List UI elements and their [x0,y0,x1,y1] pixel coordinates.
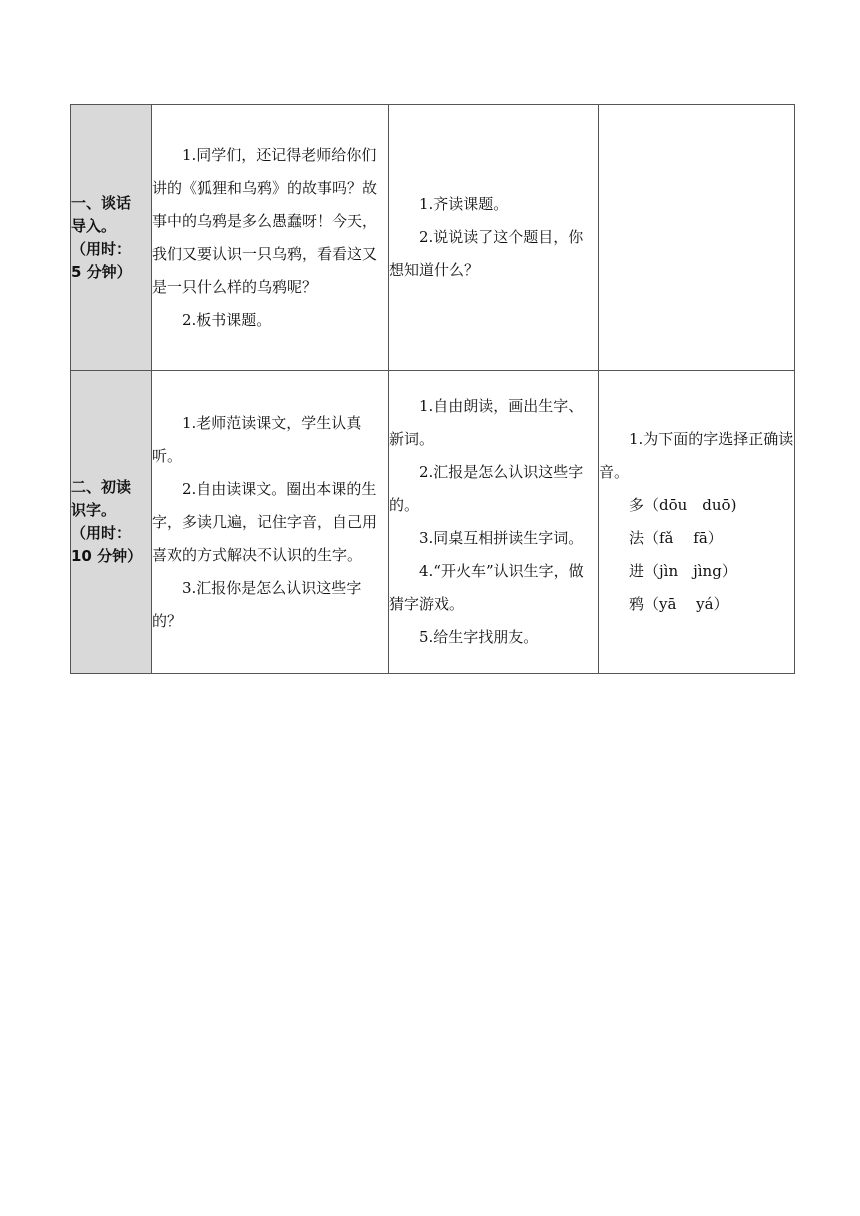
lesson-plan-table [70,104,795,674]
stage-label: 识字。 [71,501,117,519]
student-step: 4.“开火车”认识生字，做猜字游戏。 [389,562,584,613]
student-activity-cell [389,105,599,371]
student-step: 1.齐读课题。 [419,195,509,213]
teacher-step: 1.老师范读课文，学生认真听。 [152,413,362,465]
pinyin-choice: 鸦（yā yá） [629,595,729,613]
student-step: 3.同桌互相拼读生字词。 [419,529,584,547]
student-step: 2.说说读了这个题目，你想知道什么？ [389,228,584,279]
teacher-activity-cell [152,105,389,371]
stage-label: 二、初读 [71,478,132,496]
student-step: 1.自由朗读，画出生字、新词。 [389,397,584,448]
stage-cell [71,371,152,674]
student-step: 2.汇报是怎么认识这些字的。 [389,463,584,514]
teacher-activity-cell [152,371,389,674]
stage-label: 导入。 [71,216,117,235]
teacher-step: 3.汇报你是怎么认识这些字的？ [152,578,362,630]
stage-time: 5 分钟） [71,262,132,281]
stage-time: （用时： [71,524,132,542]
student-activity-cell [389,371,599,674]
exercise-cell [599,371,795,674]
pinyin-choice: 进（jìn jìng） [629,562,737,580]
pinyin-choice: 多（dōu duō) [629,496,737,514]
exercise-instruction: 1.为下面的字选择正确读音。 [599,430,794,481]
table-row [71,371,795,674]
stage-label: 一、谈话 [71,193,132,212]
pinyin-choice: 法（fǎ fā） [629,529,723,547]
stage-cell [71,105,152,371]
table-row [71,105,795,371]
stage-time: 10 分钟） [71,547,143,565]
teacher-step: 2.板书课题。 [182,310,272,329]
exercise-cell [599,105,795,371]
teacher-step: 2.自由读课文。圈出本课的生字，多读几遍，记住字音，自己用喜欢的方式解决不认识的生字。 [152,479,378,564]
student-step: 5.给生字找朋友。 [419,628,539,646]
teacher-step: 1.同学们，还记得老师给你们讲的《狐狸和乌鸦》的故事吗？故事中的乌鸦是多么愚蠢呀！今天，我们又要认识一只乌鸦，看看这又是一只什么样的乌鸦呢？ [152,145,378,296]
stage-time: （用时： [71,239,132,258]
